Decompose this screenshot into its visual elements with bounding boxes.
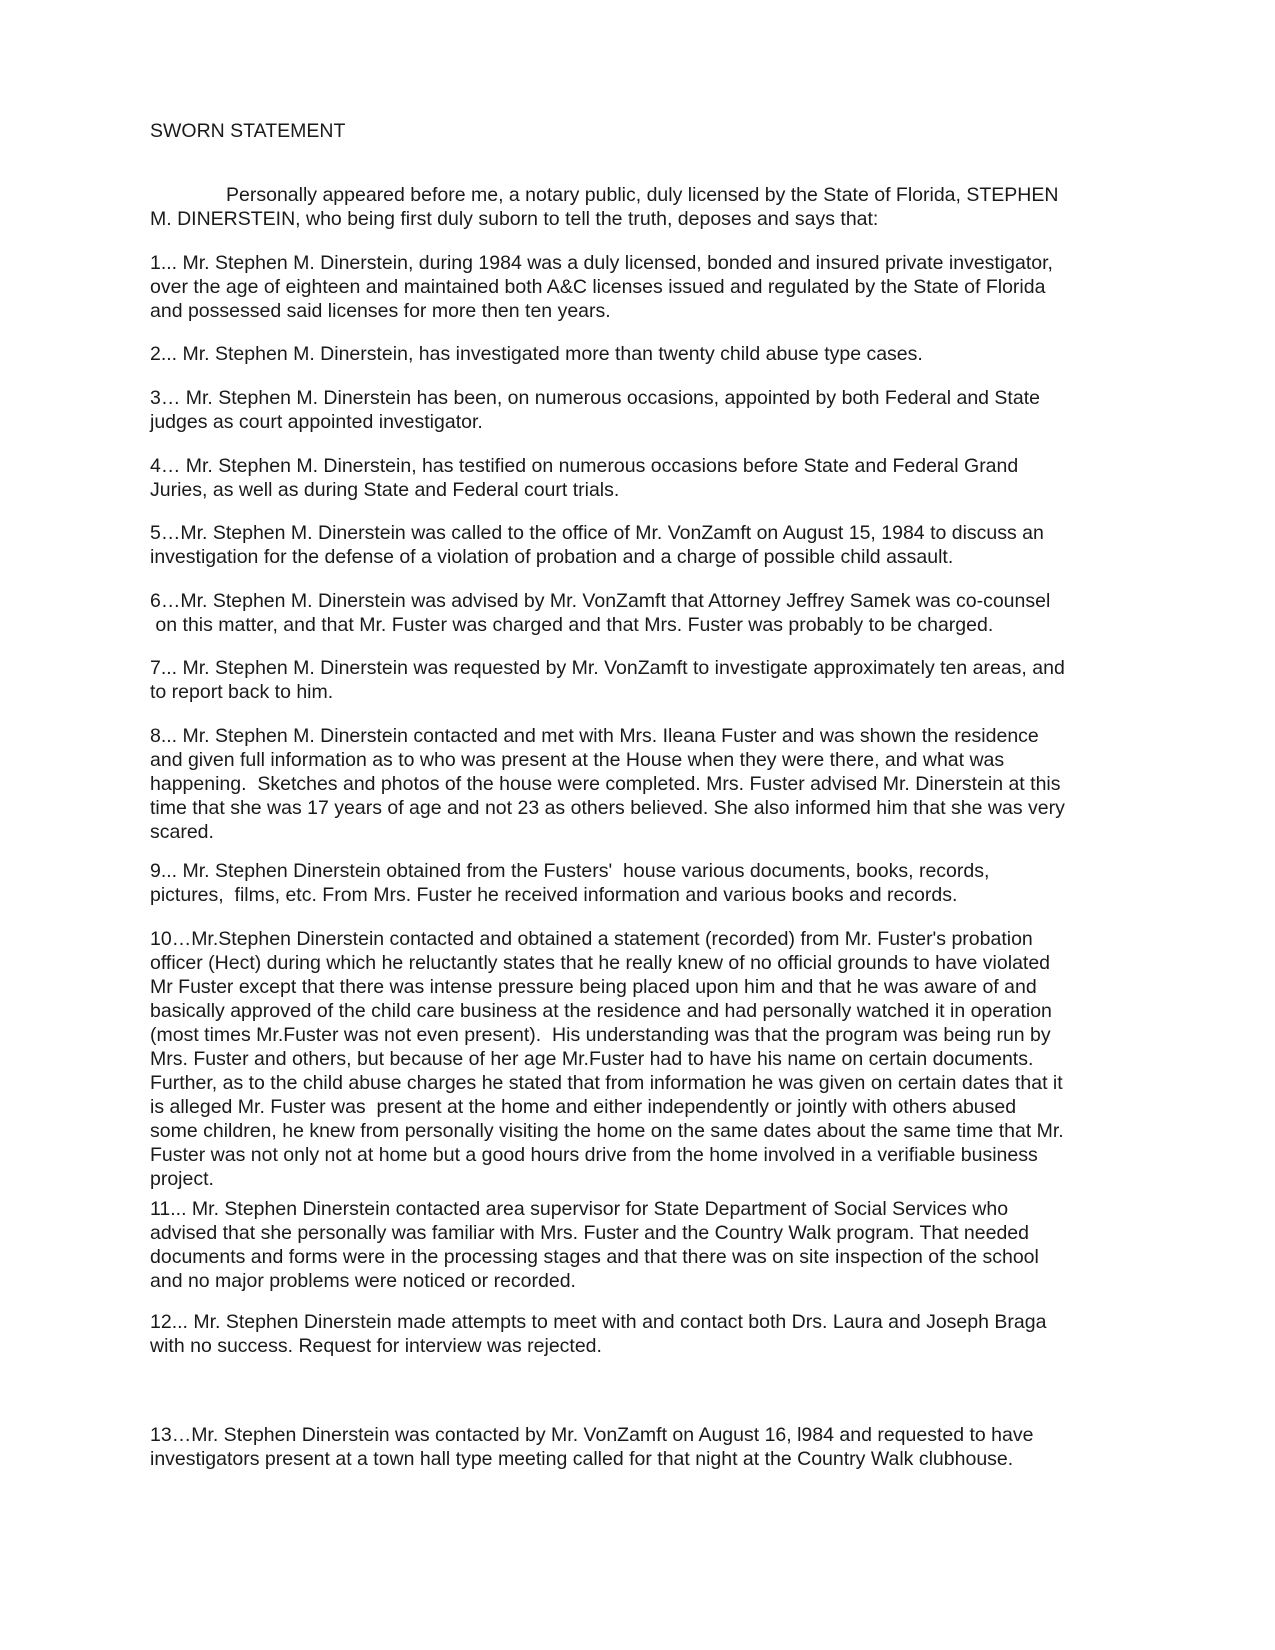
intro-paragraph [150, 183, 1058, 231]
paragraph-11: 11... Mr. Stephen Dinerstein contacted area supervisor for State Department of Social Services who advised that she personally was familiar with Mrs. Fuster and the Country Walk program. That needed documents and forms were in the processing stages and that there was on site inspection of the school and no major problems were noticed or recorded. [150, 1198, 1039, 1292]
paragraph-12: 12... Mr. Stephen Dinerstein made attempts to meet with and contact both Drs. Laura and Joseph Braga with no success. Request for interview was rejected. [150, 1311, 1047, 1357]
document-title: SWORN STATEMENT [150, 120, 346, 142]
paragraph-1: 1... Mr. Stephen M. Dinerstein, during 1984 was a duly licensed, bonded and insured private investigator, over the age of eighteen and maintained both A&C licenses issued and regulated by the State of Florida and possessed said licenses for more then ten years. [150, 252, 1053, 322]
intro-line: M. DINERSTEIN, who being first duly suborn to tell the truth, deposes and says that: [150, 208, 879, 230]
intro-line: Personally appeared before me, a notary public, duly licensed by the State of Florida, STEPHEN [226, 184, 1059, 206]
paragraph-2: 2... Mr. Stephen M. Dinerstein, has investigated more than twenty child abuse type cases. [150, 343, 923, 365]
paragraph-9: 9... Mr. Stephen Dinerstein obtained from the Fusters' house various documents, books, records, pictures, films, etc. From Mrs. Fuster he received information and various books and records. [150, 860, 990, 906]
paragraph-3: 3… Mr. Stephen M. Dinerstein has been, on numerous occasions, appointed by both Federal and State judges as court appointed investigator. [150, 387, 1040, 433]
paragraph-8: 8... Mr. Stephen M. Dinerstein contacted and met with Mrs. Ileana Fuster and was shown the residence and given full information as to who was present at the House when they were there, and what was happening. Sketches and photos of the house were completed. Mrs. Fuster advised Mr. Dinerstein at this time that she was 17 years of age and not 23 as others believed. She also informed him that she was very scared. [150, 725, 1065, 843]
paragraph-5: 5…Mr. Stephen M. Dinerstein was called to the office of Mr. VonZamft on August 15, 1984 to discuss an investigation for the defense of a violation of probation and a charge of possible child assault. [150, 522, 1044, 568]
paragraph-10: 10…Mr.Stephen Dinerstein contacted and obtained a statement (recorded) from Mr. Fuster's probation officer (Hect) during which he reluctantly states that he really knew of no official grounds to have violated Mr Fuster except that there was intense pressure being placed upon him and that he was aware of and basically approved of the child care business at the residence and had personally watched it in operation (most times Mr.Fuster was not even present). His understanding was that the program was being run by Mrs. Fuster and others, but because of her age Mr.Fuster had to have his name on certain documents. Further, as to the child abuse charges he stated that from information he was given on certain dates that it is alleged Mr. Fuster was present at the home and either independently or jointly with others abused some children, he knew from personally visiting the home on the same dates about the same time that Mr. Fuster was not only not at home but a good hours drive from the home involved in a verifiable business project. [150, 928, 1064, 1190]
paragraph-4: 4… Mr. Stephen M. Dinerstein, has testified on numerous occasions before State and Federal Grand Juries, as well as during State and Federal court trials. [150, 455, 1019, 501]
paragraph-6: 6…Mr. Stephen M. Dinerstein was advised by Mr. VonZamft that Attorney Jeffrey Samek was co-counsel on this matter, and that Mr. Fuster was charged and that Mrs. Fuster was probably to be charged. [150, 590, 1051, 636]
paragraph-13: 13…Mr. Stephen Dinerstein was contacted by Mr. VonZamft on August 16, l984 and requested to have investigators present at a town hall type meeting called for that night at the Country Walk clubhouse. [150, 1424, 1034, 1470]
paragraph-7: 7... Mr. Stephen M. Dinerstein was requested by Mr. VonZamft to investigate approximately ten areas, and to report back to him. [150, 657, 1065, 703]
